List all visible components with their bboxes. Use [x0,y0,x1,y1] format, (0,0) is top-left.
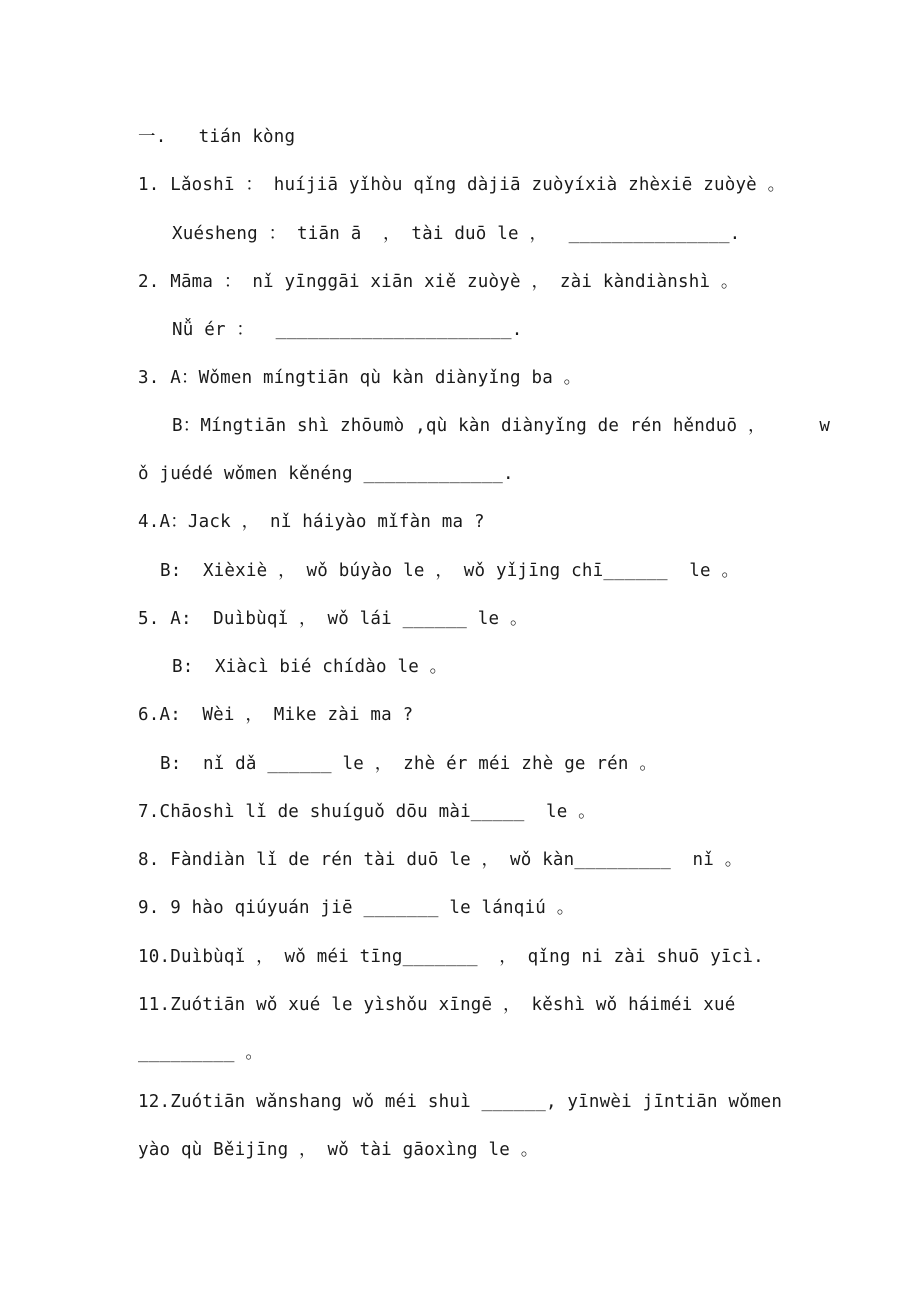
question-4-b: B: Xièxiè ， wǒ búyào le ， wǒ yǐjīng chī______ le 。 [160,561,740,581]
question-3-b-continued: ǒ juédé wǒmen kěnéng _____________. [138,464,514,484]
question-11-continued: _________ 。 [138,1043,264,1063]
question-1-student: Xuésheng ： tiān ā ， tài duō le ， _______________. [172,224,741,244]
question-5-a: 5. A: Duìbùqǐ ， wǒ lái ______ le 。 [138,609,528,629]
question-6-b: B: nǐ dǎ ______ le ， zhè ér méi zhè ge rén 。 [160,754,658,774]
question-6-a: 6.A: Wèi ， Mike zài ma ? [138,705,414,725]
question-3-b: B：Míngtiān shì zhōumò ,qù kàn diànyǐng de rén hěnduō ， w [172,416,831,436]
question-2-daughter: Nǚ ér ： ______________________. [172,320,523,340]
question-12: 12.Zuótiān wǎnshang wǒ méi shuì ______, yīnwèi jīntiān wǒmen [138,1092,783,1112]
question-2-mother: 2. Māma ： nǐ yīnggāi xiān xiě zuòyè ， zài kàndiànshì 。 [138,272,739,292]
question-5-b: B: Xiàcì bié chídào le 。 [172,657,448,677]
question-4-a: 4.A：Jack ， nǐ háiyào mǐfàn ma ? [138,512,485,532]
question-9: 9. 9 hào qiúyuán jiē _______ le lánqiú 。 [138,898,575,918]
question-3-a: 3. A：Wǒmen míngtiān qù kàn diànyǐng ba 。 [138,368,582,388]
question-8: 8. Fàndiàn lǐ de rén tài duō le ， wǒ kàn_________ nǐ 。 [138,850,743,870]
question-10: 10.Duìbùqǐ ， wǒ méi tīng_______ ， qǐng ni zài shuō yīcì. [138,947,764,967]
section-title: 一. tián kòng [138,127,296,147]
question-12-continued: yào qù Běijīng ， wǒ tài gāoxìng le 。 [138,1140,539,1160]
question-1-teacher: 1. Lǎoshī ： huíjiā yǐhòu qǐng dàjiā zuòyíxià zhèxiē zuòyè 。 [138,175,786,195]
question-7: 7.Chāoshì lǐ de shuíguǒ dōu mài_____ le 。 [138,802,596,822]
question-11: 11.Zuótiān wǒ xué le yìshǒu xīngē ， kěshì wǒ háiméi xué [138,995,736,1015]
